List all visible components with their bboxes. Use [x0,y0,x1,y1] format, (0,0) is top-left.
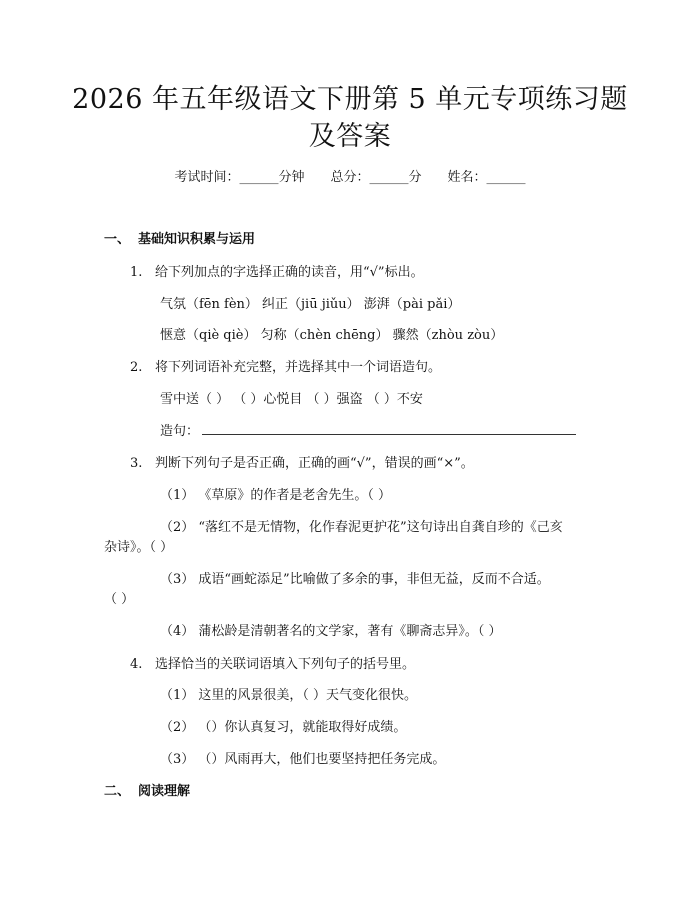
judgement-item-3-continued: （ ） [104,592,135,607]
student-name-field: 姓名：______ [447,170,526,185]
judgement-item-2-continued: 杂诗》。（ ） [104,540,174,555]
sentence-label: 造句： [160,424,200,439]
section-number: 一、 [104,232,131,247]
question-text: 判断下列句子是否正确，正确的画“√”，错误的画“×”。 [155,456,474,471]
question-text: 将下列词语补充完整，并选择其中一个词语造句。 [155,360,442,375]
exam-time-field: 考试时间：______分钟 [174,170,305,185]
question-3-prompt [130,454,474,474]
question-1-prompt [130,263,424,283]
section-heading-basics [104,230,255,250]
pinyin-options-row-1: 气氛（fēn fèn） 纠正（jiū jiǔu） 澎湃（pài pǎi） [160,297,461,312]
judgement-item-3: （3） 成语“画蛇添足”比喻做了多余的事，非但无益，反而不合适。 [160,572,550,587]
conjunction-item-2: （2） （）你认真复习，就能取得好成绩。 [160,720,407,735]
total-score-field: 总分：______分 [330,170,422,185]
section-heading-reading [104,782,190,802]
pinyin-options-row-2: 惬意（qiè qiè） 匀称（chèn chēng） 骤然（zhòu zòu） [160,328,504,343]
judgement-item-1: （1） 《草原》的作者是老舍先生。（ ） [160,488,392,503]
page-title-line-1: 2026 年五年级语文下册第 5 单元专项练习题 [72,84,628,115]
judgement-item-4: （4） 蒲松龄是清朝著名的文学家，著有《聊斋志异》。（ ） [160,624,502,639]
page-title-line-2: 及答案 [308,121,392,152]
idiom-blanks-row: 雪中送（ ） （ ）心悦目 （ ）强盗 （ ）不安 [160,392,423,407]
question-2-prompt [130,358,441,378]
judgement-item-2: （2） “落红不是无情物，化作春泥更护花”这句诗出自龚自珍的《己亥 [160,520,563,535]
question-text: 选择恰当的关联词语填入下列句子的括号里。 [155,657,416,672]
question-4-prompt [130,655,415,675]
section-number: 二、 [104,784,131,799]
sentence-answer-line [202,434,576,435]
section-title: 基础知识积累与运用 [138,232,256,247]
section-title: 阅读理解 [138,784,191,799]
conjunction-item-3: （3） （）风雨再大，他们也要坚持把任务完成。 [160,752,446,767]
question-number: 3. [130,456,143,471]
exam-info [0,168,700,188]
conjunction-item-1: （1） 这里的风景很美，（ ）天气变化很快。 [160,688,418,703]
question-number: 1. [130,265,143,280]
question-text: 给下列加点的字选择正确的读音，用“√”标出。 [155,265,424,280]
question-number: 4. [130,657,143,672]
question-number: 2. [130,360,143,375]
